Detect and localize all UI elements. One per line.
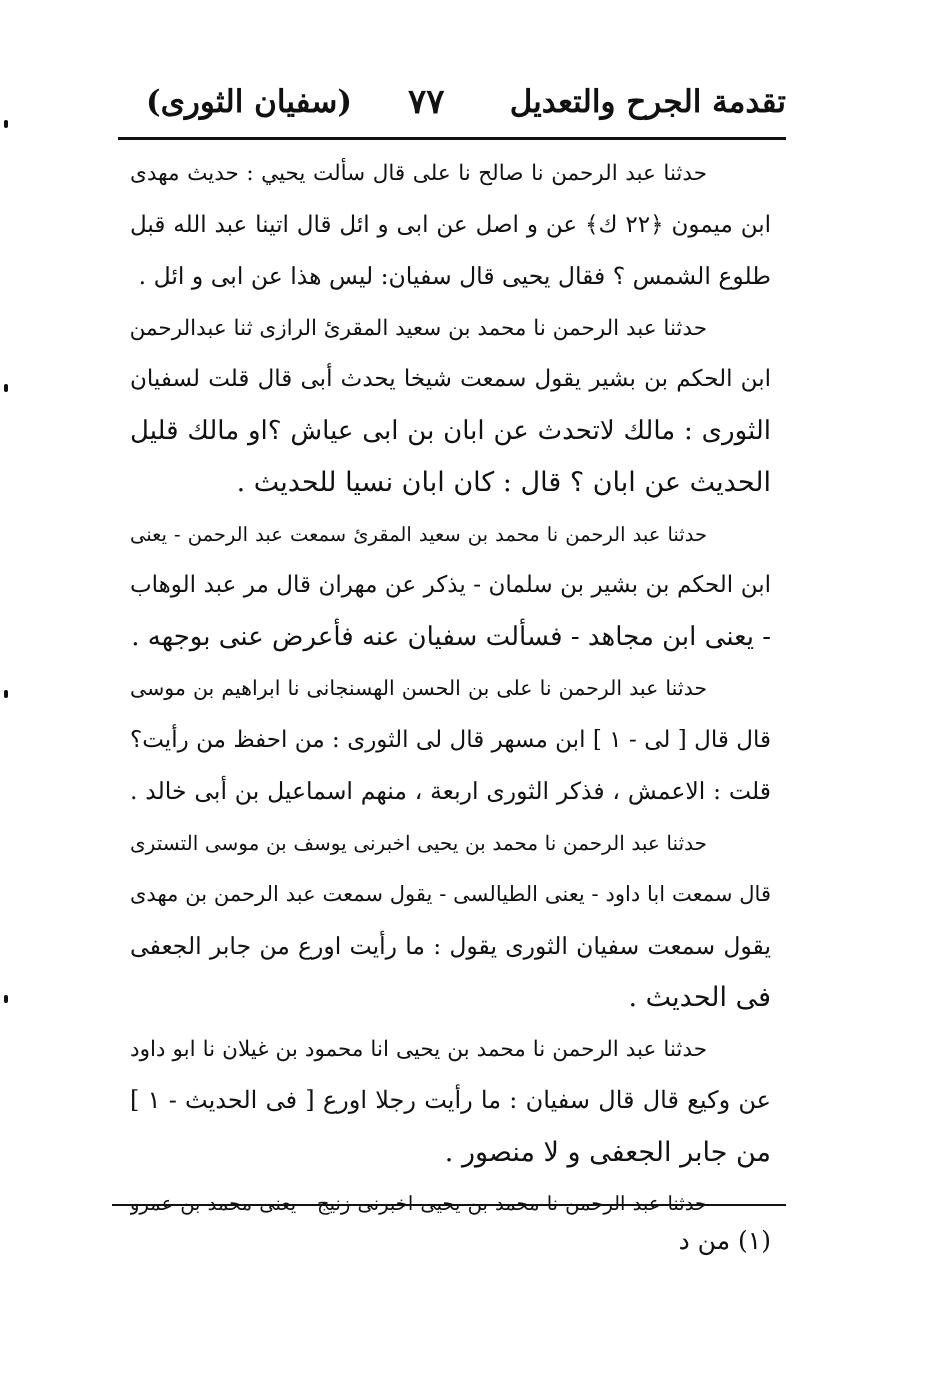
- text-line: عن وكيع قال قال سفيان : ما رأيت رجلا اورع [ فى الحديث - ١ ]: [130, 1086, 771, 1114]
- text-line: يقول سمعت سفيان الثورى يقول : ما رأيت اورع من جابر الجعفى: [130, 931, 771, 960]
- text-line: حدثنا عبد الرحمن نا محمد بن يحيى اخبرنى زنيج - يعنى محمد بن عمرو: [130, 1192, 707, 1215]
- text-line: حدثنا عبد الرحمن نا محمد بن سعيد المقرئ الرازى ثنا عبدالرحمن: [130, 315, 707, 341]
- page-number: ٧٧: [408, 82, 445, 122]
- margin-mark: [4, 995, 8, 1003]
- footnote-rule: [112, 1204, 786, 1206]
- text-line: الحديث عن ابان ؟ قال : كان ابان نسيا للحديث .: [236, 467, 771, 498]
- text-line: حدثنا عبد الرحمن نا محمد بن يحيى اخبرنى يوسف بن موسى التسترى: [130, 830, 707, 855]
- text-line: قلت : الاعمش ، فذكر الثورى اربعة ، منهم اسماعيل بن أبى خالد .: [130, 777, 771, 805]
- text-line: حدثنا عبد الرحمن نا محمد بن سعيد المقرئ سمعت عبد الرحمن - يعنى: [130, 522, 707, 546]
- text-line: قال قال [ لى - ١ ] ابن مسهر قال لى الثورى : من احفظ من رأيت؟: [130, 726, 771, 753]
- footnote: (١) من د: [678, 1226, 771, 1255]
- page-header: [118, 78, 786, 134]
- text-line: حدثنا عبد الرحمن نا صالح نا على قال سألت يحيي : حديث مهدى: [130, 161, 707, 186]
- body-text: [130, 148, 771, 1230]
- text-line: حدثنا عبد الرحمن نا محمد بن يحيى انا محمود بن غيلان نا ابو داود: [130, 1036, 707, 1062]
- text-line: ابن الحكم بن بشير يقول سمعت شيخا يحدث أبى قال قلت لسفيان: [130, 366, 771, 392]
- text-line: حدثنا عبد الرحمن نا على بن الحسن الهسنجانى نا ابراهيم بن موسى: [130, 676, 707, 700]
- header-rule: [118, 137, 786, 140]
- text-line: الثورى : مالك لاتحدث عن ابان بن ابى عياش ؟او مالك قليل: [130, 415, 771, 446]
- text-line: قال سمعت ابا داود - يعنى الطيالسى - يقول سمعت عبد الرحمن بن مهدى: [130, 882, 771, 906]
- margin-mark: [4, 690, 8, 698]
- text-line: - يعنى ابن مجاهد - فسألت سفيان عنه فأعرض عنى بوجهه .: [131, 621, 771, 652]
- text-line: من جابر الجعفى و لا منصور .: [444, 1136, 771, 1168]
- text-line: ابن الحكم بن بشير بن سلمان - يذكر عن مهران قال مر عبد الوهاب: [130, 572, 771, 598]
- running-title-section: (سفيان الثورى): [146, 84, 353, 120]
- margin-mark: [4, 120, 8, 128]
- text-line: طلوع الشمس ؟ فقال يحيى قال سفيان: ليس هذا عن ابى و ائل .: [138, 262, 771, 290]
- margin-mark: [4, 384, 8, 392]
- text-line: فى الحديث .: [628, 982, 771, 1013]
- running-title-book: تقدمة الجرح والتعديل: [509, 84, 786, 120]
- text-line: ابن ميمون ﴿٢٢ ك﴾ عن و اصل عن ابى و ائل قال اتينا عبد الله قبل: [130, 211, 771, 238]
